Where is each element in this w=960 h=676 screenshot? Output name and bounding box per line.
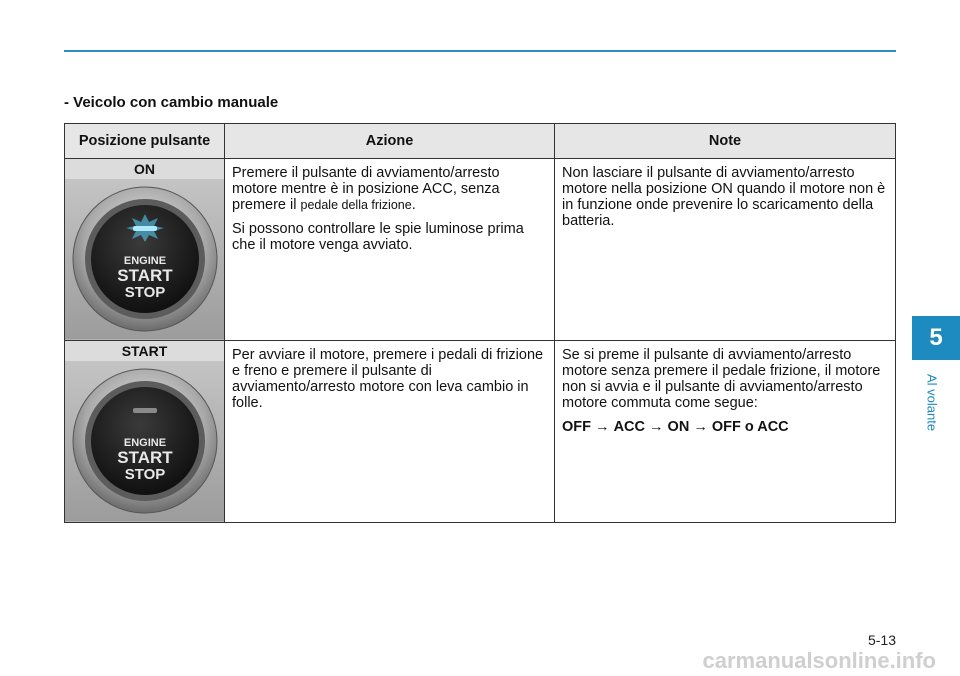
position-cell-on — [65, 159, 225, 341]
svg-text:ENGINE: ENGINE — [123, 437, 166, 449]
action-cell-start — [225, 341, 555, 523]
top-rule — [64, 50, 896, 52]
header-note: Note — [555, 124, 896, 159]
chapter-tab: 5 — [912, 316, 960, 360]
table-row-start — [65, 341, 896, 523]
table-header-row — [65, 124, 896, 159]
engine-button-image-on — [65, 179, 224, 339]
note-cell-start — [555, 341, 896, 523]
svg-text:ENGINE: ENGINE — [123, 255, 166, 267]
state-off-or-acc: OFF o ACC — [711, 419, 789, 435]
state-sequence — [562, 419, 888, 435]
state-acc: ACC — [613, 419, 645, 435]
watermark: carmanualsonline.info — [702, 648, 936, 673]
note-on-text: Non lasciare il pulsante di avviamento/arresto motore nella posizione ON quando il motore non è in funzione onde prevenire lo scaricamento della batteria. — [562, 165, 886, 229]
arrow-right-icon: → — [693, 419, 708, 435]
svg-text:START: START — [116, 266, 173, 285]
indicator-off-icon — [133, 408, 157, 413]
page-number: 5-13 — [867, 632, 896, 648]
engine-start-stop-icon — [70, 366, 220, 516]
header-action: Azione — [225, 124, 555, 159]
position-cell-start — [65, 341, 225, 523]
svg-text:START: START — [116, 448, 173, 467]
state-on: ON — [667, 419, 690, 435]
position-label-start: START — [65, 341, 224, 361]
action-start-text: Per avviare il motore, premere i pedali di frizione e freno e premere il pulsante di avviamento/arresto motore con leva cambio in folle. — [232, 347, 544, 411]
section-title: - Veicolo con cambio manuale — [64, 94, 279, 111]
action-on-paragraph-2: Si possono controllare le spie luminose prima che il motore venga avviato. — [232, 221, 524, 253]
engine-start-stop-icon — [70, 184, 220, 334]
state-off: OFF — [562, 419, 591, 435]
note-start-text: Se si preme il pulsante di avviamento/arresto motore senza premere il pedale frizione, il motore non si avvia e il pulsante di avviamento/arresto motore commuta come segue: — [562, 347, 881, 411]
engine-button-image-start — [65, 361, 224, 521]
table-row-on — [65, 159, 896, 341]
header-position: Posizione pulsante — [65, 124, 225, 159]
action-on-paragraph-1: Premere il pulsante di avviamento/arresto motore mentre è in posizione ACC, senza premere il pedale della frizione. — [232, 165, 500, 213]
arrow-right-icon: → — [595, 419, 610, 435]
chapter-label: Al volante — [924, 374, 940, 432]
action-cell-on — [225, 159, 555, 341]
start-button-table — [64, 123, 896, 523]
position-label-on: ON — [65, 159, 224, 179]
svg-text:STOP: STOP — [124, 284, 165, 301]
svg-text:STOP: STOP — [124, 466, 165, 483]
arrow-right-icon: → — [649, 419, 664, 435]
note-cell-on — [555, 159, 896, 341]
